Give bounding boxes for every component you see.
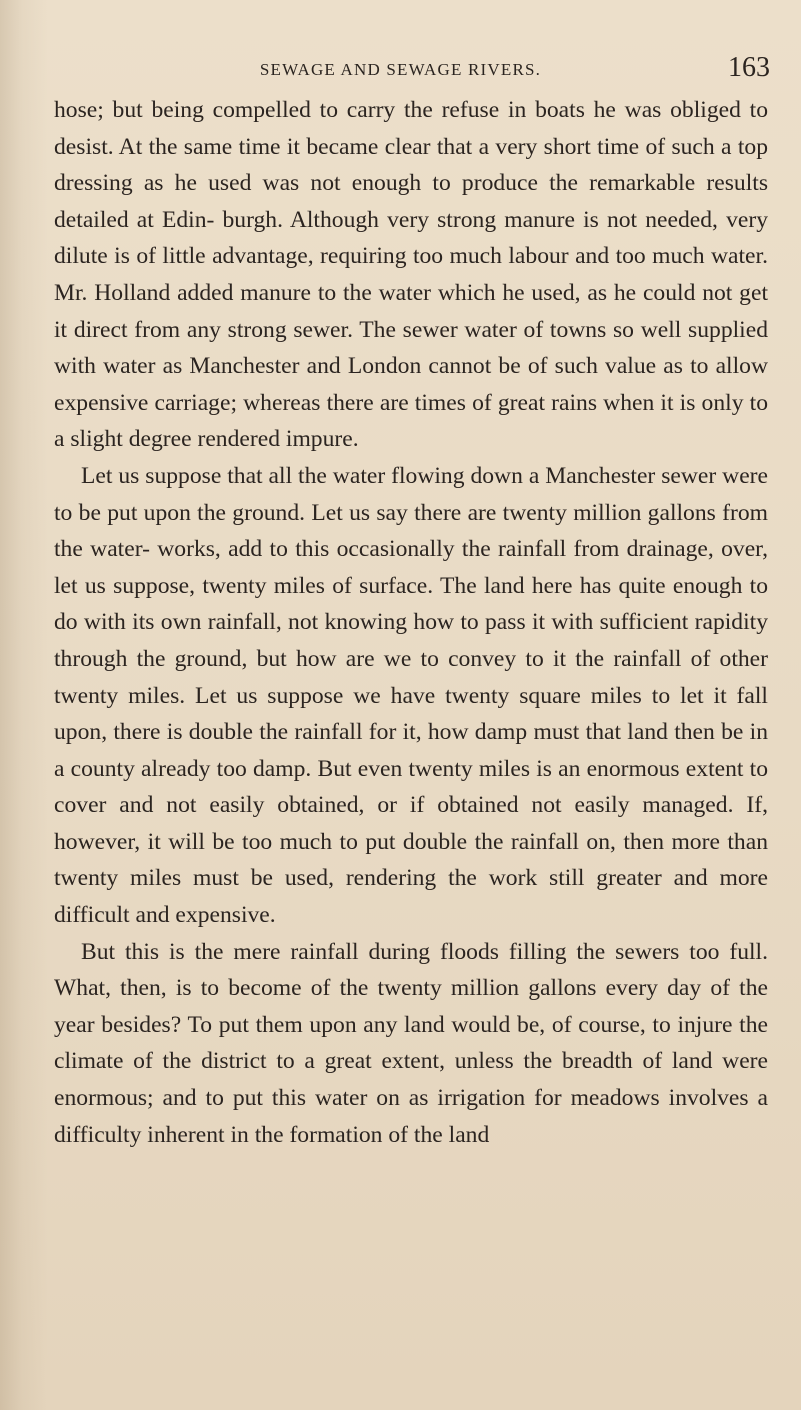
running-title: SEWAGE AND SEWAGE RIVERS.: [259, 60, 542, 79]
page-number: 163: [728, 52, 770, 83]
page-header: [0, 52, 801, 92]
body-text: [54, 92, 768, 1153]
paragraph-continued: hose; but being compelled to carry the refuse in boats he was obliged to desist. At the same time it became clear that a very short time of such a top dressing as he used was not enough to produce the remarkable results detailed at Edin- burgh. Although very strong manure is not needed, very dilute is of little advantage, requiring too much labour and too much water. Mr. Holland added manure to the water which he used, as he could not get it direct from any strong sewer. The sewer water of towns so well supplied with water as Manchester and London cannot be of such value as to allow expensive carriage; whereas there are times of great rains when it is only to a slight degree rendered impure.: [54, 97, 768, 453]
paragraph-floods: But this is the mere rainfall during floods filling the sewers too full. What, then, is to become of the twenty million gallons every day of the year besides? To put them upon any land would be, of course, to injure the climate of the district to a great extent, unless the breadth of land were enormous; and to put this water on as irrigation for meadows involves a difficulty inherent in the formation of the land: [54, 938, 768, 1148]
paragraph-manchester-sewer: Let us suppose that all the water flowing down a Manchester sewer were to be put upon the ground. Let us say there are twenty million gallons from the water- works, add to this occasionally the rainfall from drainage, over, let us suppose, twenty miles of surface. The land here has quite enough to do with its own rainfall, not knowing how to pass it with sufficient rapidity through the ground, but how are we to convey to it the rainfall of other twenty miles. Let us suppose we have twenty square miles to let it fall upon, there is double the rainfall for it, how damp must that land then be in a county already too damp. But even twenty miles is an enormous extent to cover and not easily obtained, or if obtained not easily managed. If, however, it will be too much to put double the rainfall on, then more than twenty miles must be used, rendering the work still greater and more difficult and expensive.: [54, 462, 768, 929]
